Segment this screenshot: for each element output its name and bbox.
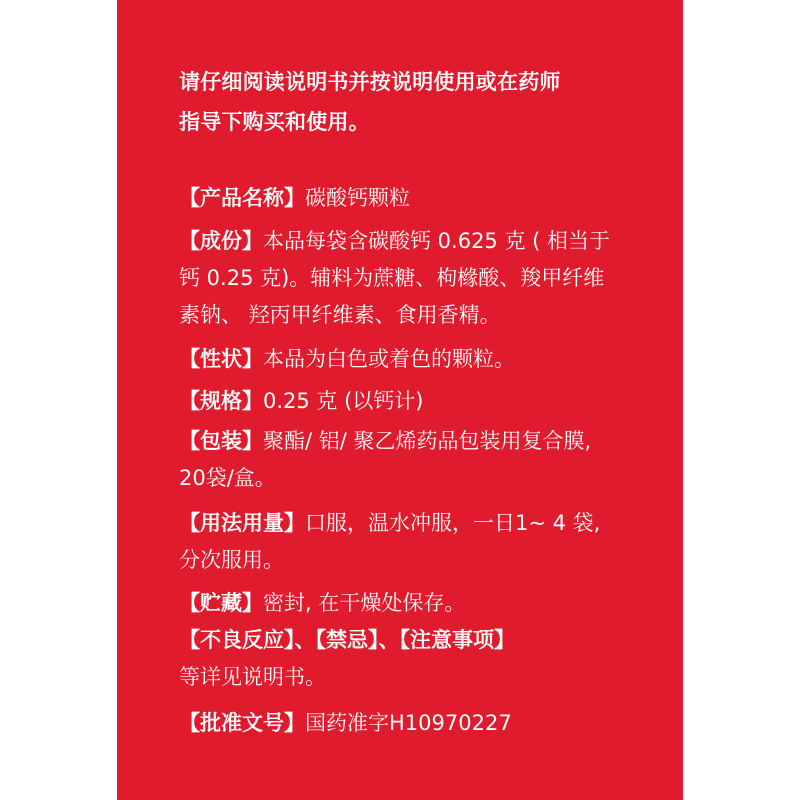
appearance-value: 本品为白色或着色的颗粒。 [263,347,515,371]
warnings-value: 等详见说明书。 [179,665,326,689]
storage-label: 【贮藏】 [179,591,263,615]
packaging-text-1: 聚酯/ 铝/ 聚乙烯药品包装用复合膜, [263,429,592,453]
approval-line [179,705,659,742]
approval-section [179,705,659,742]
appearance-line [179,341,659,378]
ingredients-text-1: 本品每袋含碳酸钙 0.625 克 ( 相当于 [263,229,611,253]
ingredients-line-3: 素钠、 羟丙甲纤维素、食用香精。 [179,303,501,327]
storage-section [179,585,659,622]
packaging-line-1 [179,423,659,460]
product-name-label: 【产品名称】 [179,186,305,210]
specification-line [179,383,659,420]
appearance-label: 【性状】 [179,347,263,371]
product-name-section [179,180,659,217]
approval-label: 【批准文号】 [179,711,305,735]
dosage-section [179,505,659,579]
specification-value: 0.25 克 (以钙计) [263,389,424,413]
storage-value: 密封, 在干燥处保存。 [263,591,466,615]
warnings-section [179,622,659,696]
product-name-line [179,180,659,217]
warnings-label: 【不良反应】、【禁忌】、【注意事项】 [179,628,515,652]
ingredients-line-2: 钙 0.25 克)。辅料为蔗糖、枸橼酸、羧甲纤维 [179,266,605,290]
specification-label: 【规格】 [179,389,263,413]
dosage-label: 【用法用量】 [179,511,305,535]
usage-notice-line-1: 请仔细阅读说明书并按说明使用或在药师 [179,70,561,94]
packaging-line-2: 20袋/盒。 [179,466,276,490]
packaging-label: 【包装】 [179,429,263,453]
product-name-value: 碳酸钙颗粒 [305,186,410,210]
packaging-section [179,423,659,497]
specification-section [179,383,659,420]
usage-notice [179,62,649,142]
dosage-line-1 [179,505,659,542]
appearance-section [179,341,659,378]
ingredients-section [179,223,659,334]
dosage-line-2: 分次服用。 [179,548,284,572]
usage-notice-line-2: 指导下购买和使用。 [179,110,370,134]
approval-value: 国药准字H10970227 [305,711,512,735]
dosage-text-1: 口服，温水冲服，一日1~ 4 袋, [305,511,601,535]
ingredients-line-1 [179,223,659,260]
ingredients-label: 【成份】 [179,229,263,253]
storage-line [179,585,659,622]
medicine-label-card [117,0,683,800]
